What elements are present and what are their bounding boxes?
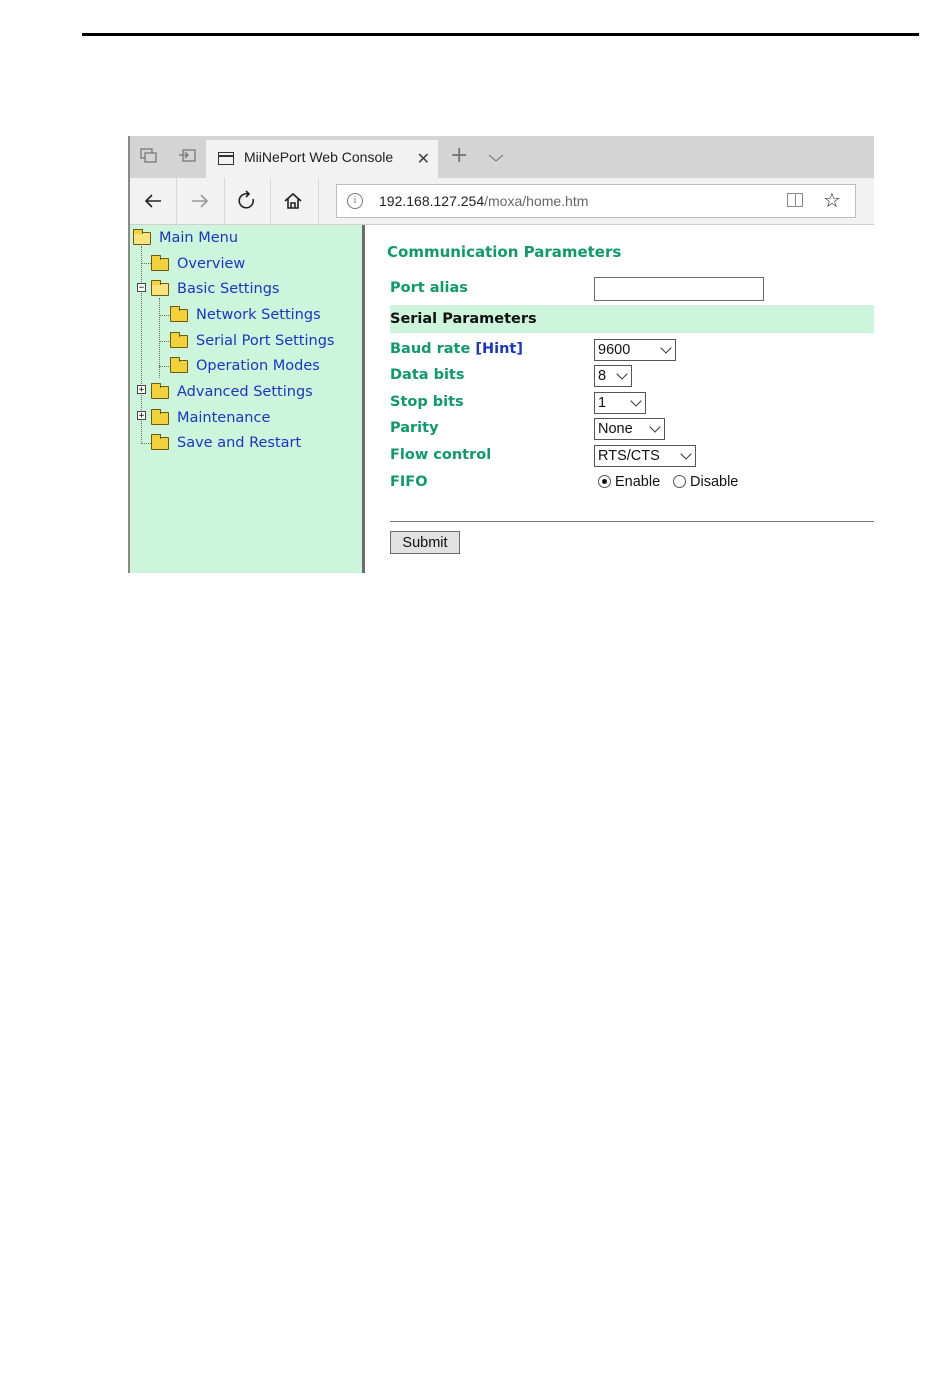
baud-rate-value: 9600 bbox=[598, 342, 631, 358]
sidebar-item-save-and-restart[interactable] bbox=[151, 433, 301, 453]
fifo-disable-label[interactable]: Disable bbox=[690, 474, 739, 490]
fifo-enable-radio[interactable] bbox=[598, 475, 611, 488]
page-title: Communication Parameters bbox=[387, 243, 622, 261]
flow-control-select[interactable] bbox=[594, 445, 696, 467]
nav-divider bbox=[318, 178, 319, 224]
nav-divider bbox=[224, 178, 225, 224]
flow-control-value: RTS/CTS bbox=[598, 448, 660, 464]
data-bits-value: 8 bbox=[598, 368, 607, 384]
sidebar-item-maintenance[interactable] bbox=[151, 408, 270, 428]
info-icon[interactable]: i bbox=[347, 193, 363, 209]
sidebar-item-label: Save and Restart bbox=[177, 435, 302, 451]
baud-rate-label-text: Baud rate bbox=[390, 341, 471, 357]
baud-rate-select[interactable] bbox=[594, 339, 676, 361]
sidebar-item-basic-settings[interactable] bbox=[151, 279, 279, 299]
tabs-aside-icon[interactable] bbox=[176, 148, 198, 166]
sidebar-item-label: Advanced Settings bbox=[177, 384, 313, 400]
hint-link[interactable]: [Hint] bbox=[475, 341, 523, 357]
collapse-icon[interactable]: − bbox=[138, 283, 145, 293]
home-icon[interactable] bbox=[278, 186, 308, 216]
divider bbox=[390, 521, 874, 522]
url-path: /moxa/home.htm bbox=[484, 193, 589, 209]
folder-icon bbox=[151, 386, 169, 399]
chevron-down-icon bbox=[630, 395, 641, 406]
expand-icon[interactable]: + bbox=[138, 385, 145, 395]
data-bits-select[interactable] bbox=[594, 365, 632, 387]
back-icon[interactable] bbox=[138, 186, 168, 216]
sidebar-menu bbox=[130, 225, 365, 573]
parity-value: None bbox=[598, 421, 633, 437]
star-icon[interactable]: ☆ bbox=[823, 188, 841, 212]
tree-line bbox=[159, 315, 169, 316]
submit-button[interactable]: Submit bbox=[390, 531, 460, 554]
parity-select[interactable] bbox=[594, 418, 665, 440]
browser-tab[interactable] bbox=[206, 140, 438, 178]
sidebar-item-label: Serial Port Settings bbox=[196, 333, 335, 349]
url-field[interactable] bbox=[379, 193, 588, 209]
serial-parameters-title: Serial Parameters bbox=[390, 311, 537, 327]
chevron-down-icon bbox=[616, 368, 627, 379]
sidebar-item-label: Network Settings bbox=[196, 307, 321, 323]
sidebar-item-label: Operation Modes bbox=[196, 358, 320, 374]
flow-control-label: Flow control bbox=[390, 447, 492, 463]
address-bar[interactable] bbox=[336, 184, 856, 218]
folder-icon bbox=[151, 258, 169, 271]
stop-bits-value: 1 bbox=[598, 395, 607, 411]
folder-icon bbox=[170, 335, 188, 348]
data-bits-label: Data bits bbox=[390, 367, 465, 383]
chevron-down-icon bbox=[649, 421, 660, 432]
sidebar-item-network-settings[interactable] bbox=[170, 305, 321, 325]
sidebar-item-label: Maintenance bbox=[177, 410, 271, 426]
navigation-bar bbox=[130, 178, 874, 225]
close-icon[interactable]: ✕ bbox=[416, 149, 430, 168]
folder-icon bbox=[170, 309, 188, 322]
refresh-icon[interactable] bbox=[232, 186, 262, 216]
stop-bits-select[interactable] bbox=[594, 392, 646, 414]
forward-icon[interactable] bbox=[185, 186, 215, 216]
main-content bbox=[365, 225, 874, 573]
sidebar-item-main-menu[interactable] bbox=[133, 228, 238, 248]
fifo-radio-group bbox=[598, 474, 758, 492]
tab-bar bbox=[130, 136, 874, 178]
parity-label: Parity bbox=[390, 420, 439, 436]
page-icon bbox=[218, 152, 234, 165]
nav-divider bbox=[176, 178, 177, 224]
set-aside-tabs-icon[interactable] bbox=[138, 148, 160, 166]
sidebar-item-serial-port-settings[interactable] bbox=[170, 331, 334, 351]
baud-rate-label bbox=[390, 341, 523, 357]
stop-bits-label: Stop bits bbox=[390, 394, 464, 410]
sidebar-item-label: Basic Settings bbox=[177, 281, 280, 297]
chevron-down-icon bbox=[680, 448, 691, 459]
tree-line bbox=[159, 366, 169, 367]
browser-window bbox=[128, 136, 874, 573]
reading-view-icon[interactable] bbox=[787, 193, 803, 207]
sidebar-item-operation-modes[interactable] bbox=[170, 356, 320, 376]
folder-icon bbox=[151, 412, 169, 425]
chevron-down-icon bbox=[660, 342, 671, 353]
sidebar-item-label: Main Menu bbox=[159, 230, 239, 246]
port-alias-label: Port alias bbox=[390, 280, 468, 296]
folder-open-icon bbox=[151, 283, 169, 296]
fifo-disable-radio[interactable] bbox=[673, 475, 686, 488]
url-host: 192.168.127.254 bbox=[379, 193, 485, 209]
chevron-down-icon[interactable] bbox=[488, 148, 504, 167]
sidebar-item-advanced-settings[interactable] bbox=[151, 382, 313, 402]
tree-line bbox=[141, 263, 151, 264]
tree-line bbox=[159, 341, 169, 342]
page-header-rule bbox=[82, 33, 919, 36]
new-tab-icon[interactable]: + bbox=[450, 143, 469, 168]
nav-divider bbox=[270, 178, 271, 224]
folder-open-icon bbox=[133, 232, 151, 245]
expand-icon[interactable]: + bbox=[138, 411, 145, 421]
fifo-enable-label[interactable]: Enable bbox=[615, 474, 661, 490]
fifo-label: FIFO bbox=[390, 474, 428, 490]
folder-icon bbox=[151, 437, 169, 450]
port-alias-input[interactable] bbox=[594, 277, 764, 301]
tree-line bbox=[141, 443, 151, 444]
tab-title: MiiNePort Web Console bbox=[244, 149, 394, 165]
folder-icon bbox=[170, 360, 188, 373]
sidebar-item-overview[interactable] bbox=[151, 254, 245, 274]
sidebar-item-label: Overview bbox=[177, 256, 246, 272]
serial-parameters-header bbox=[390, 305, 874, 333]
